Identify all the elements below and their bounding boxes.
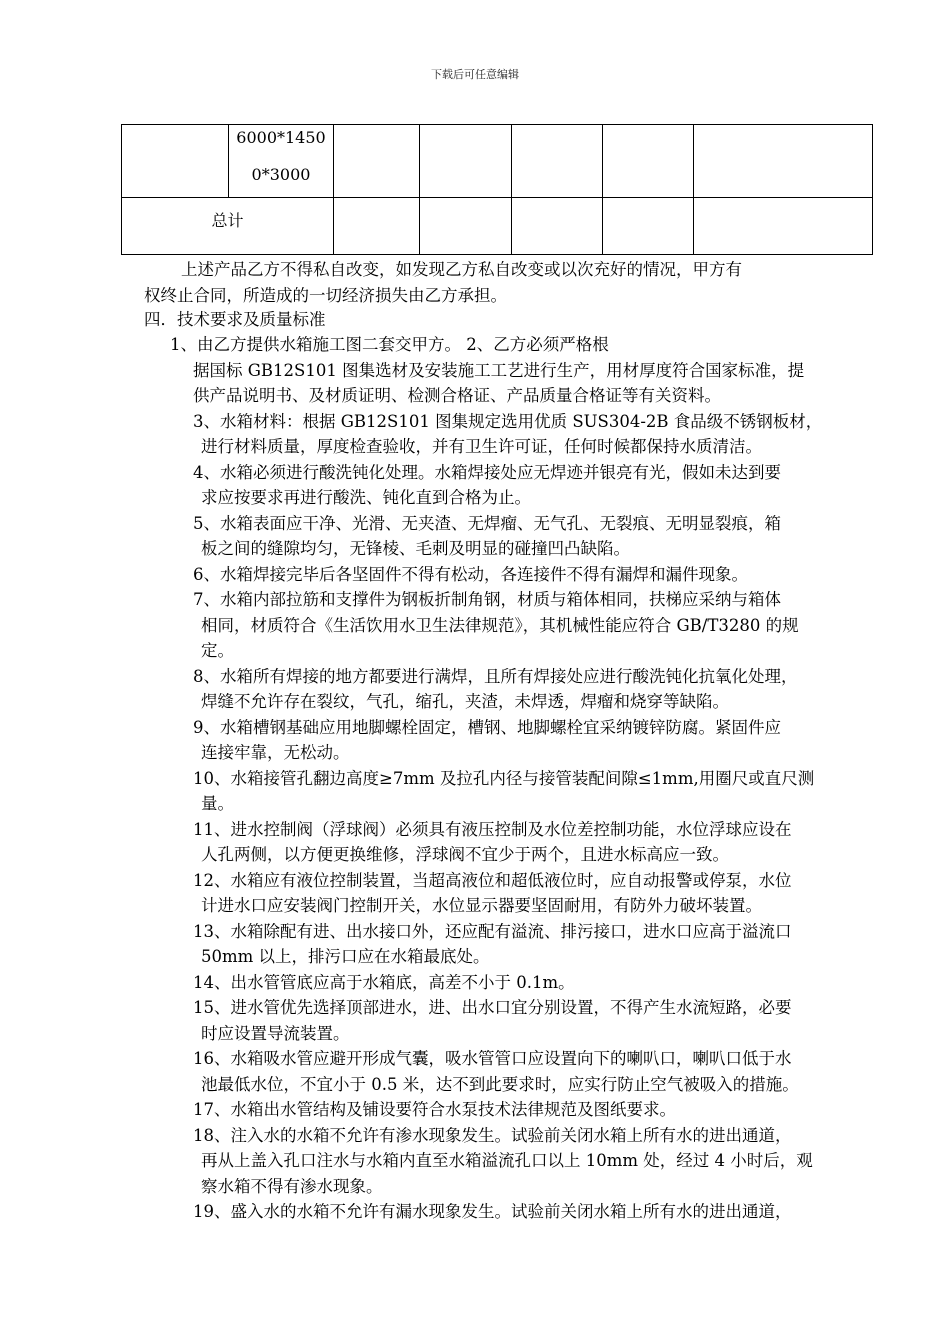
list-item: 18、注入水的水箱不允许有渗水现象发生。试验前关闭水箱上所有水的进出通道， [193, 1125, 792, 1145]
table-cell [694, 198, 873, 255]
list-item: 3、水箱材料：根据 GB12S101 图集规定选用优质 SUS304-2B 食品级不锈钢板材， [193, 411, 823, 431]
list-item: 连接牢靠，无松动。 [201, 743, 350, 762]
list-item: 11、进水控制阀（浮球阀）必须具有液压控制及水位差控制功能，水位浮球应设在 [193, 819, 792, 839]
list-item: 计进水口应安装阀门控制开关，水位显示器要坚固耐用，有防外力破坏装置。 [201, 896, 762, 915]
table-cell [512, 198, 603, 255]
size-line-2: 0*3000 [251, 165, 311, 184]
list-item: 时应设置导流装置。 [201, 1023, 350, 1043]
list-item: 9、水箱槽钢基础应用地脚螺栓固定，槽钢、地脚螺栓宜采纳镀锌防腐。紧固件应 [193, 717, 781, 737]
table-row [122, 198, 873, 255]
list-item: 求应按要求再进行酸洗、钝化直到合格为止。 [201, 488, 531, 507]
list-item: 察水箱不得有渗水现象。 [201, 1176, 383, 1196]
list-item: 15、进水管优先选择顶部进水，进、出水口宜分别设置，不得产生水流短路，必要 [193, 998, 792, 1017]
table-cell [420, 198, 512, 255]
table-cell [334, 125, 420, 198]
section-title: 四．技术要求及质量标准 [144, 310, 326, 329]
table-cell [603, 198, 694, 255]
list-item: 人孔两侧，以方便更换维修，浮球阀不宜少于两个，且进水标高应一致。 [201, 845, 729, 864]
total-label: 总计 [122, 198, 334, 255]
size-cell [229, 125, 334, 198]
list-item: 12、水箱应有液位控制装置，当超高液位和超低液位时，应自动报警或停泵，水位 [193, 870, 792, 890]
list-item: 供产品说明书、及材质证明、检测合格证、产品质量合格证等有关资料。 [193, 386, 721, 405]
list-item: 19、盛入水的水箱不允许有漏水现象发生。试验前关闭水箱上所有水的进出通道， [193, 1202, 792, 1221]
intro-line: 权终止合同，所造成的一切经济损失由乙方承担。 [144, 285, 507, 305]
table-cell [122, 125, 229, 198]
table-cell [512, 125, 603, 198]
list-item: 焊缝不允许存在裂纹，气孔，缩孔，夹渣，未焊透，焊瘤和烧穿等缺陷。 [201, 692, 729, 711]
intro-paragraph [0, 257, 742, 308]
list-item: 10、水箱接管孔翻边高度≥7mm 及拉孔内径与接管装配间隙≤1mm,用圈尺或直尺测 [193, 768, 815, 788]
list-item: 16、水箱吸水管应避开形成气囊，吸水管管口应设置向下的喇叭口，喇叭口低于水 [193, 1049, 792, 1068]
intro-line: 上述产品乙方不得私自改变，如发现乙方私自改变或以次充好的情况，甲方有 [181, 260, 742, 279]
list-item: 进行材料质量，厚度检查验收，并有卫生许可证，任何时候都保持水质清洁。 [201, 437, 762, 456]
table-cell [603, 125, 694, 198]
table-row [122, 125, 873, 198]
spec-table [121, 124, 873, 255]
list-item: 17、水箱出水管结构及铺设要符合水泵技术法律规范及图纸要求。 [193, 1100, 676, 1119]
list-item: 再从上盖入孔口注水与水箱内直至水箱溢流孔口以上 10mm 处，经过 4 小时后，观 [201, 1151, 813, 1170]
table-cell [334, 198, 420, 255]
list-item: 相同，材质符合《生活饮用水卫生法律规范》，其机械性能应符合 GB/T3280 的规 [201, 615, 799, 635]
list-item: 14、出水管管底应高于水箱底，高差不小于 0.1m。 [193, 972, 575, 992]
list-item: 13、水箱除配有进、出水接口外，还应配有溢流、排污接口，进水口应高于溢流口 [193, 921, 792, 941]
list-item: 板之间的缝隙均匀，无锋棱、毛刺及明显的碰撞凹凸缺陷。 [201, 539, 630, 558]
list-item: 6、水箱焊接完毕后各坚固件不得有松动，各连接件不得有漏焊和漏件现象。 [193, 564, 748, 584]
table-cell [694, 125, 873, 198]
list-item: 50mm 以上，排污口应在水箱最底处。 [201, 947, 490, 966]
list-item: 1、由乙方提供水箱施工图二套交甲方。 2、乙方必须严格根 [170, 335, 609, 354]
list-item: 据国标 GB12S101 图集选材及安装施工工艺进行生产，用材厚度符合国家标准，提 [193, 360, 805, 380]
requirements-list [0, 332, 822, 1225]
table-cell [420, 125, 512, 198]
size-line-1: 6000*1450 [236, 128, 326, 147]
list-item: 7、水箱内部拉筋和支撑件为钢板折制角钢，材质与箱体相同，扶梯应采纳与箱体 [193, 590, 781, 609]
page-header-note: 下载后可任意编辑 [431, 68, 519, 81]
list-item: 量。 [201, 794, 234, 813]
list-item: 池最低水位，不宜小于 0.5 米，达不到此要求时，应实行防止空气被吸入的措施。 [201, 1074, 799, 1094]
list-item: 4、水箱必须进行酸洗钝化处理。水箱焊接处应无焊迹并银亮有光，假如未达到要 [193, 462, 781, 482]
list-item: 5、水箱表面应干净、光滑、无夹渣、无焊瘤、无气孔、无裂痕、无明显裂痕，箱 [193, 513, 781, 533]
list-item: 定。 [201, 641, 234, 660]
list-item: 8、水箱所有焊接的地方都要进行满焊，且所有焊接处应进行酸洗钝化抗氧化处理， [193, 666, 798, 686]
